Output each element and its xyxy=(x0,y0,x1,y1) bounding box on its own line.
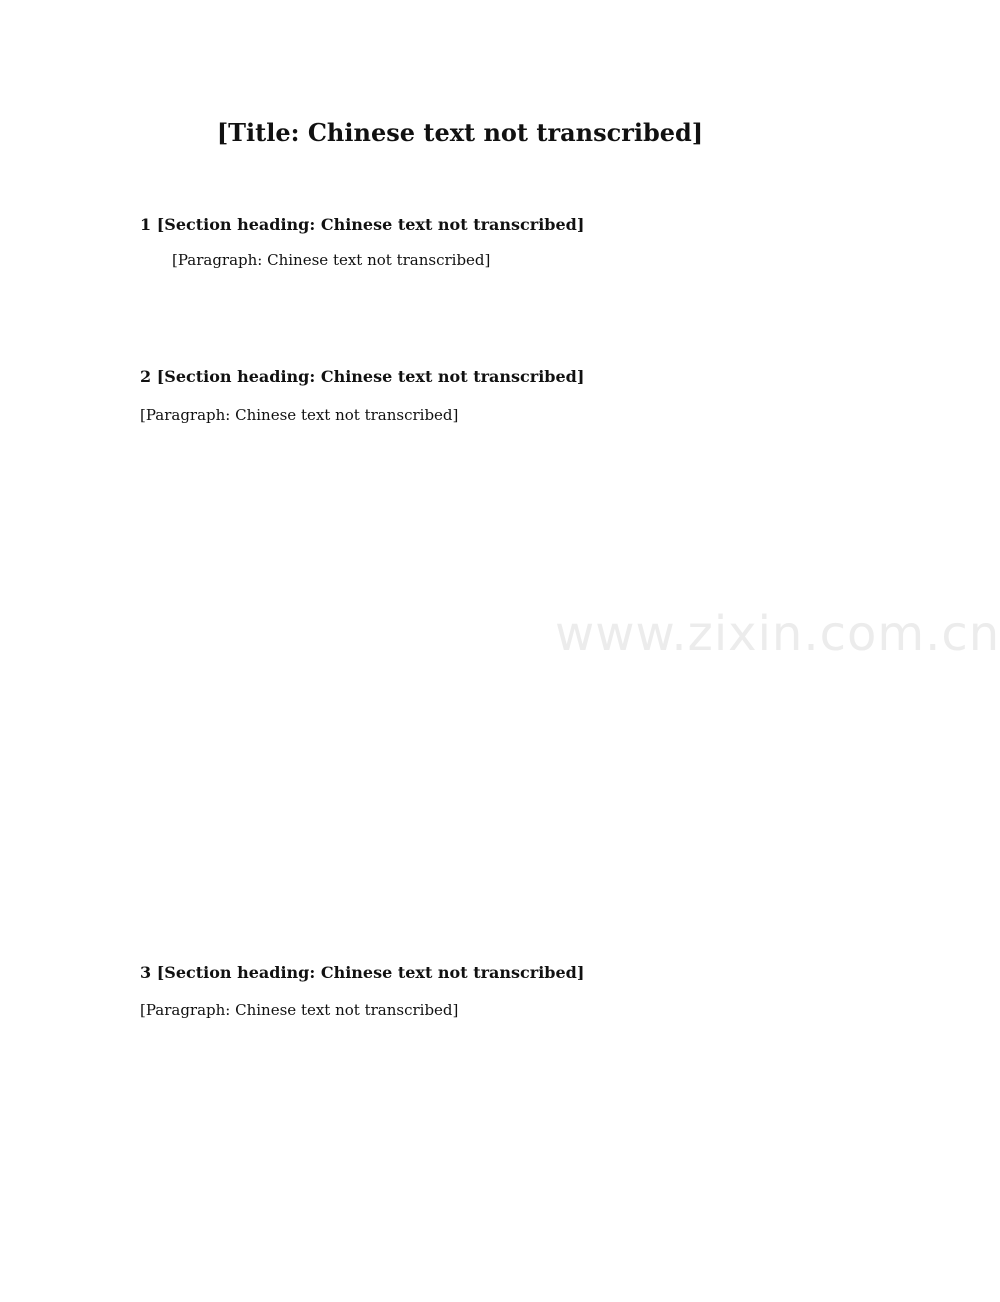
section-1-paragraph: [Paragraph: Chinese text not transcribed] xyxy=(172,251,491,269)
section-2-heading: 2 [Section heading: Chinese text not transcribed] xyxy=(140,367,585,386)
document-title: [Title: Chinese text not transcribed] xyxy=(216,118,704,147)
watermark: www.zixin.com.cn xyxy=(555,606,1000,662)
section-3-heading: 3 [Section heading: Chinese text not transcribed] xyxy=(140,963,585,982)
section-3-paragraph: [Paragraph: Chinese text not transcribed] xyxy=(140,1001,459,1019)
section-2-paragraph: [Paragraph: Chinese text not transcribed] xyxy=(140,406,459,424)
section-1-heading: 1 [Section heading: Chinese text not transcribed] xyxy=(140,215,585,234)
